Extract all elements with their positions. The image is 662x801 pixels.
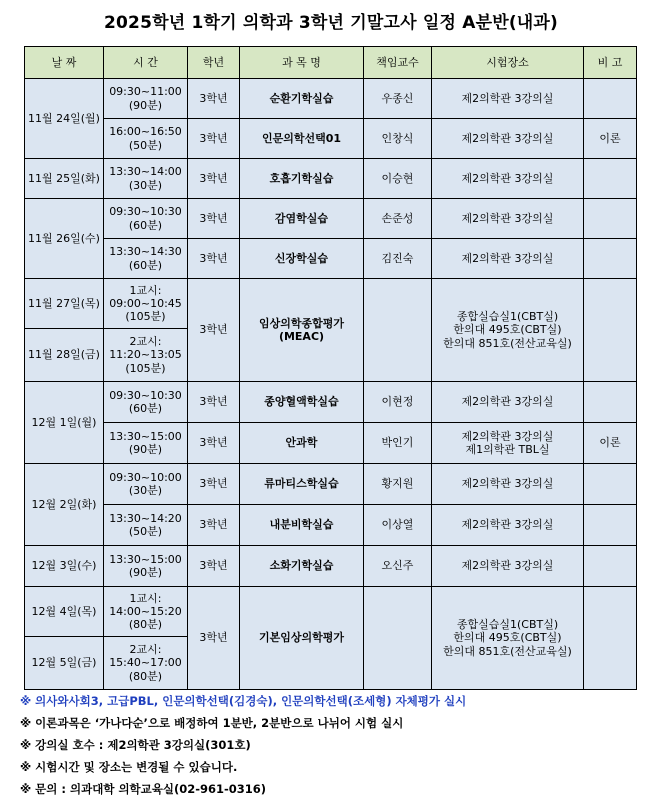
date-cell: 11월 28일(금) <box>25 329 104 382</box>
subject-cell: 인문의학선택01 <box>240 119 364 159</box>
table-row <box>25 159 637 199</box>
note-contact: ※ 문의 : 의과대학 의학교육실(02-961-0316) <box>20 782 267 796</box>
table-row <box>25 464 637 505</box>
note-self-evaluation: ※ 의사와사회3, 고급PBL, 인문의학선택(김경숙), 인문의학선택(조세형) 자체평가 실시 <box>20 694 467 708</box>
date-cell: 11월 27일(목) <box>25 279 104 329</box>
professor-cell: 황지원 <box>364 464 432 505</box>
table-row <box>25 119 637 159</box>
note-cell <box>584 199 637 239</box>
time-cell: 2교시: 15:40~17:00 (80분) <box>104 637 188 690</box>
place-cell: 제2의학관 3강의실 <box>432 464 584 505</box>
subject-cell: 감염학실습 <box>240 199 364 239</box>
time-cell: 13:30~14:20 (50분) <box>104 505 188 546</box>
table-row <box>25 239 637 279</box>
table-row <box>25 505 637 546</box>
professor-cell: 우종신 <box>364 79 432 119</box>
time-cell: 09:30~10:30 (60분) <box>104 382 188 423</box>
grade-cell: 3학년 <box>188 279 240 382</box>
date-cell: 12월 5일(금) <box>25 637 104 690</box>
note-schedule-change: ※ 시험시간 및 장소는 변경될 수 있습니다. <box>20 760 238 774</box>
date-cell: 12월 4일(목) <box>25 587 104 637</box>
date-cell: 11월 25일(화) <box>25 159 104 199</box>
place-cell: 제2의학관 3강의실 <box>432 79 584 119</box>
grade-cell: 3학년 <box>188 464 240 505</box>
time-cell: 09:30~11:00 (90분) <box>104 79 188 119</box>
note-cell <box>584 546 637 587</box>
note-cell <box>584 587 637 690</box>
subject-cell: 소화기학실습 <box>240 546 364 587</box>
grade-cell: 3학년 <box>188 119 240 159</box>
header-row <box>25 47 637 79</box>
subject-cell: 순환기학실습 <box>240 79 364 119</box>
table-row <box>25 587 637 637</box>
professor-cell: 오신주 <box>364 546 432 587</box>
professor-cell: 이상열 <box>364 505 432 546</box>
place-cell: 제2의학관 3강의실 <box>432 382 584 423</box>
grade-cell: 3학년 <box>188 546 240 587</box>
professor-cell: 이승현 <box>364 159 432 199</box>
table-row <box>25 279 637 329</box>
header-time: 시 간 <box>104 47 188 79</box>
time-cell: 2교시: 11:20~13:05 (105분) <box>104 329 188 382</box>
date-cell: 12월 2일(화) <box>25 464 104 546</box>
place-cell: 제2의학관 3강의실 <box>432 159 584 199</box>
grade-cell: 3학년 <box>188 587 240 690</box>
header-place: 시험장소 <box>432 47 584 79</box>
note-cell <box>584 239 637 279</box>
time-cell: 16:00~16:50 (50분) <box>104 119 188 159</box>
notes-section <box>20 690 650 800</box>
date-cell: 12월 1일(월) <box>25 382 104 464</box>
professor-cell <box>364 587 432 690</box>
table-row <box>25 199 637 239</box>
grade-cell: 3학년 <box>188 382 240 423</box>
header-date: 날 짜 <box>25 47 104 79</box>
note-cell <box>584 159 637 199</box>
subject-cell: 기본임상의학평가 <box>240 587 364 690</box>
note-cell <box>584 79 637 119</box>
note-cell: 이론 <box>584 423 637 464</box>
subject-cell: 안과학 <box>240 423 364 464</box>
exam-schedule-table <box>24 46 637 690</box>
place-cell: 제2의학관 3강의실 <box>432 119 584 159</box>
note-cell <box>584 279 637 382</box>
place-cell: 제2의학관 3강의실 <box>432 199 584 239</box>
time-cell: 1교시: 14:00~15:20 (80분) <box>104 587 188 637</box>
time-cell: 13:30~15:00 (90분) <box>104 546 188 587</box>
subject-cell: 종양혈액학실습 <box>240 382 364 423</box>
professor-cell <box>364 279 432 382</box>
page-title: 2025학년 1학기 의학과 3학년 기말고사 일정 A분반(내과) <box>104 13 558 33</box>
professor-cell: 손준성 <box>364 199 432 239</box>
subject-cell: 내분비학실습 <box>240 505 364 546</box>
header-grade: 학년 <box>188 47 240 79</box>
grade-cell: 3학년 <box>188 79 240 119</box>
grade-cell: 3학년 <box>188 505 240 546</box>
header-subject: 과 목 명 <box>240 47 364 79</box>
subject-cell: 신장학실습 <box>240 239 364 279</box>
grade-cell: 3학년 <box>188 239 240 279</box>
header-note: 비 고 <box>584 47 637 79</box>
date-cell: 11월 24일(월) <box>25 79 104 159</box>
time-cell: 13:30~14:30 (60분) <box>104 239 188 279</box>
grade-cell: 3학년 <box>188 159 240 199</box>
note-theory-division: ※ 이론과목은 ‘가나다순’으로 배정하여 1분반, 2분반으로 나뉘어 시험 실시 <box>20 716 404 730</box>
time-cell: 09:30~10:00 (30분) <box>104 464 188 505</box>
subject-cell: 임상의학종합평가 (MEAC) <box>240 279 364 382</box>
header-professor: 책임교수 <box>364 47 432 79</box>
note-cell <box>584 505 637 546</box>
professor-cell: 이현정 <box>364 382 432 423</box>
time-cell: 09:30~10:30 (60분) <box>104 199 188 239</box>
place-cell: 제2의학관 3강의실 <box>432 505 584 546</box>
date-cell: 11월 26일(수) <box>25 199 104 279</box>
date-cell: 12월 3일(수) <box>25 546 104 587</box>
note-cell <box>584 464 637 505</box>
table-row <box>25 423 637 464</box>
time-cell: 13:30~14:00 (30분) <box>104 159 188 199</box>
grade-cell: 3학년 <box>188 423 240 464</box>
time-cell: 13:30~15:00 (90분) <box>104 423 188 464</box>
professor-cell: 인창식 <box>364 119 432 159</box>
table-row <box>25 382 637 423</box>
place-cell: 제2의학관 3강의실 <box>432 239 584 279</box>
note-room-number: ※ 강의실 호수 : 제2의학관 3강의실(301호) <box>20 738 251 752</box>
note-cell: 이론 <box>584 119 637 159</box>
time-cell: 1교시: 09:00~10:45 (105분) <box>104 279 188 329</box>
subject-cell: 호흡기학실습 <box>240 159 364 199</box>
place-cell: 종합실습실1(CBT실) 한의대 495호(CBT실) 한의대 851호(전산교육실) <box>432 587 584 690</box>
table-row <box>25 79 637 119</box>
subject-cell: 류마티스학실습 <box>240 464 364 505</box>
note-cell <box>584 382 637 423</box>
professor-cell: 박인기 <box>364 423 432 464</box>
professor-cell: 김진숙 <box>364 239 432 279</box>
place-cell: 제2의학관 3강의실 제1의학관 TBL실 <box>432 423 584 464</box>
grade-cell: 3학년 <box>188 199 240 239</box>
table-row <box>25 546 637 587</box>
place-cell: 제2의학관 3강의실 <box>432 546 584 587</box>
place-cell: 종합실습실1(CBT실) 한의대 495호(CBT실) 한의대 851호(전산교육실) <box>432 279 584 382</box>
